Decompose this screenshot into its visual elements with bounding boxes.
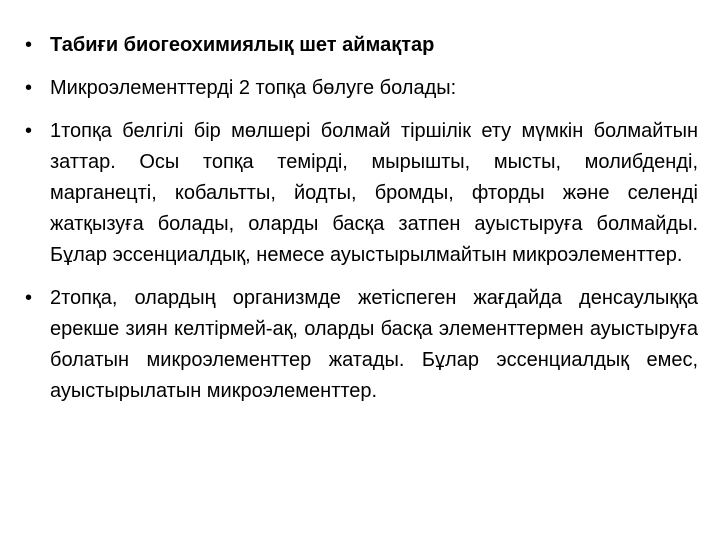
bullet-item-title: [24, 30, 698, 61]
bullet-list: [24, 30, 698, 419]
bullet-marker: •: [25, 34, 33, 56]
bullet-text-group-1: 1топқа белгілі бір мөлшері болмай тіршілік ету мүмкін болмайтын заттар. Осы топқа темірді, мырышты, мысты, молибденді, марганецті, кобальтты, йодты, бромды, фторды және селенді жатқызуға болады, оларды басқа затпен ауыстыруға болмайды. Бұлар эссенциалдық, немесе ауыстырылмайтын микроэлементтер.: [50, 120, 698, 266]
bullet-text-groups: Микроэлементтерді 2 топқа бөлуге болады:: [50, 77, 457, 99]
bullet-marker: •: [25, 287, 33, 309]
bullet-item-group-1: [24, 116, 698, 271]
bullet-text-group-2: 2топқа, олардың организмде жетіспеген жағдайда денсаулыққа ерекше зиян келтірмей-ақ, оларды басқа элементтермен ауыстыруға болатын микроэлементтер жатады. Бұлар эссенциалдық емес, ауыстырылатын микроэлементтер.: [50, 287, 698, 402]
bullet-marker: •: [25, 120, 33, 142]
bullet-text-title: Табиғи биогеохимиялық шет аймақтар: [50, 34, 435, 56]
bullet-marker: •: [25, 77, 33, 99]
bullet-item-group-2: [24, 283, 698, 407]
bullet-item-groups: [24, 73, 698, 104]
